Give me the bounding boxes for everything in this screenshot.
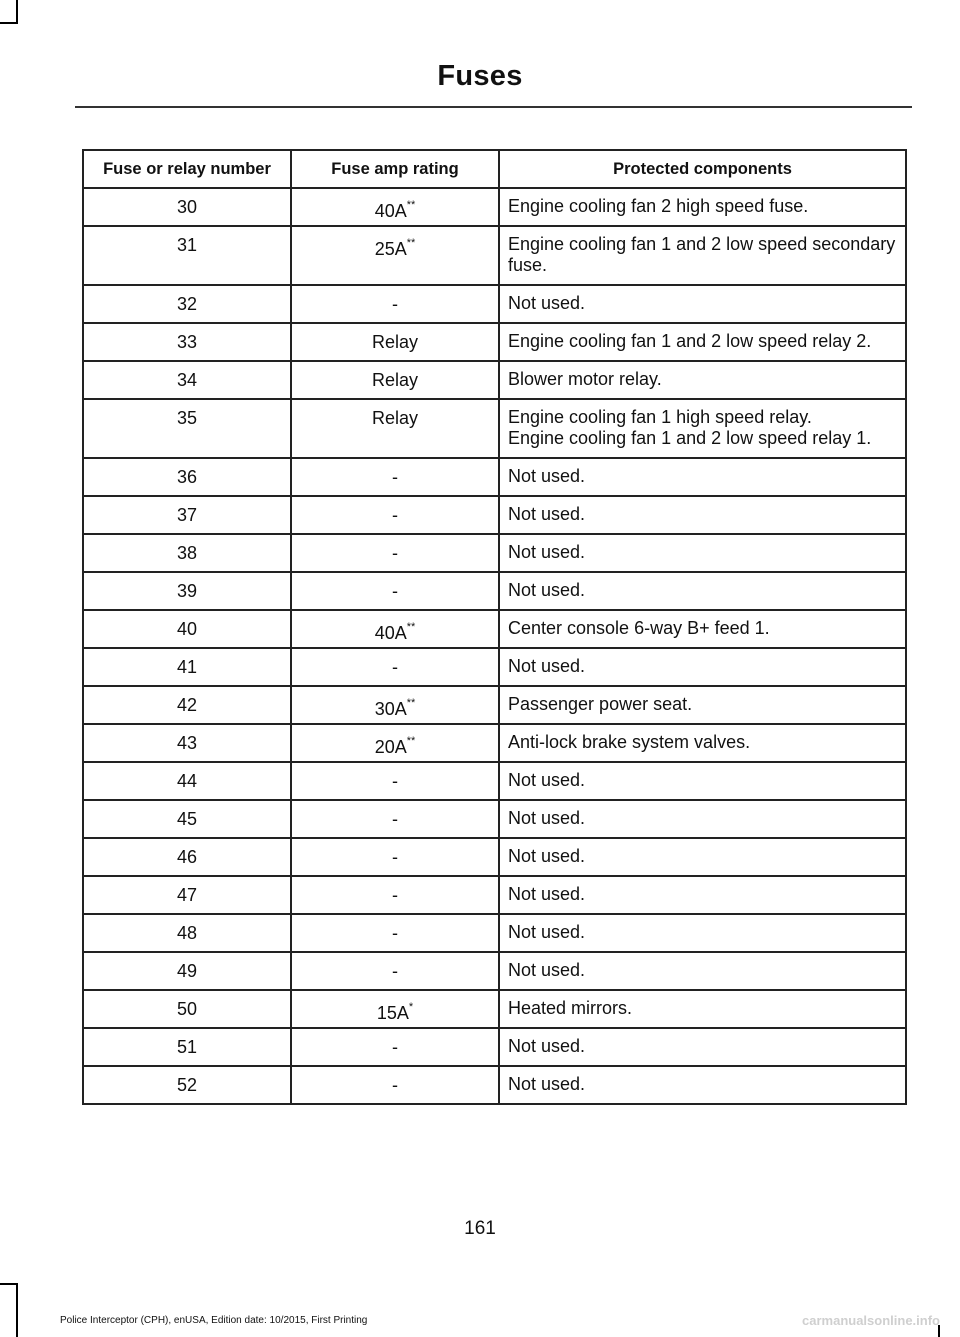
amp-rating-cell xyxy=(291,724,499,762)
fuse-number-cell: 37 xyxy=(83,496,291,534)
table-row xyxy=(83,1028,906,1066)
amp-rating-cell xyxy=(291,1066,499,1104)
component-line: Not used. xyxy=(508,960,586,980)
amp-rating-cell xyxy=(291,188,499,226)
table-row xyxy=(83,686,906,724)
component-line: Not used. xyxy=(508,466,586,486)
header-protected-components: Protected components xyxy=(499,150,906,188)
protected-components-cell xyxy=(499,323,906,361)
amp-rating-cell xyxy=(291,876,499,914)
amp-rating-value: 20A xyxy=(374,737,407,757)
amp-footnote-marker: ** xyxy=(406,735,416,747)
fuse-table xyxy=(82,149,907,1105)
component-line: Not used. xyxy=(508,808,586,828)
component-line: Not used. xyxy=(508,1074,586,1094)
table-row xyxy=(83,610,906,648)
fuse-number-cell: 51 xyxy=(83,1028,291,1066)
fuse-number-cell: 52 xyxy=(83,1066,291,1104)
fuse-number-cell: 40 xyxy=(83,610,291,648)
component-line: Engine cooling fan 1 and 2 low speed secondary fuse. xyxy=(508,234,896,275)
component-line: Center console 6-way B+ feed 1. xyxy=(508,618,770,638)
table-row xyxy=(83,361,906,399)
protected-components-cell xyxy=(499,838,906,876)
amp-rating-value: - xyxy=(392,543,398,563)
fuse-number-cell: 34 xyxy=(83,361,291,399)
fuse-number-cell: 30 xyxy=(83,188,291,226)
footer-edition-text: Police Interceptor (CPH), enUSA, Edition date: 10/2015, First Printing xyxy=(60,1315,368,1326)
table-row xyxy=(83,838,906,876)
amp-rating-cell xyxy=(291,838,499,876)
amp-rating-cell xyxy=(291,610,499,648)
table-row xyxy=(83,572,906,610)
amp-rating-cell xyxy=(291,361,499,399)
fuse-number-cell: 43 xyxy=(83,724,291,762)
header-fuse-number: Fuse or relay number xyxy=(83,150,291,188)
fuse-number-cell: 44 xyxy=(83,762,291,800)
amp-rating-value: 40A xyxy=(374,201,407,221)
protected-components-cell xyxy=(499,496,906,534)
fuse-number-cell: 47 xyxy=(83,876,291,914)
amp-rating-cell xyxy=(291,534,499,572)
table-row xyxy=(83,534,906,572)
table-row xyxy=(83,399,906,458)
amp-rating-cell xyxy=(291,458,499,496)
table-row xyxy=(83,458,906,496)
amp-rating-value: - xyxy=(392,923,398,943)
amp-rating-cell xyxy=(291,399,499,458)
table-row xyxy=(83,226,906,285)
table-row xyxy=(83,648,906,686)
component-line: Not used. xyxy=(508,884,586,904)
amp-rating-cell xyxy=(291,285,499,323)
table-row xyxy=(83,990,906,1028)
fuse-table-body xyxy=(83,188,906,1104)
protected-components-cell xyxy=(499,188,906,226)
amp-rating-value: - xyxy=(392,505,398,525)
table-row xyxy=(83,914,906,952)
title-divider xyxy=(75,106,912,108)
component-line: Not used. xyxy=(508,542,586,562)
component-line: Not used. xyxy=(508,504,586,524)
protected-components-cell xyxy=(499,800,906,838)
table-header-row xyxy=(83,150,906,188)
amp-rating-value: 25A xyxy=(374,239,407,259)
amp-rating-value: - xyxy=(392,657,398,677)
fuse-number-cell: 31 xyxy=(83,226,291,285)
amp-rating-cell xyxy=(291,648,499,686)
amp-rating-value: 40A xyxy=(374,623,407,643)
amp-rating-cell xyxy=(291,800,499,838)
protected-components-cell xyxy=(499,361,906,399)
amp-rating-cell xyxy=(291,686,499,724)
protected-components-cell xyxy=(499,1028,906,1066)
protected-components-cell xyxy=(499,534,906,572)
component-line: Engine cooling fan 1 high speed relay. xyxy=(508,407,812,427)
fuse-number-cell: 39 xyxy=(83,572,291,610)
table-row xyxy=(83,800,906,838)
protected-components-cell xyxy=(499,762,906,800)
fuse-number-cell: 50 xyxy=(83,990,291,1028)
fuse-number-cell: 42 xyxy=(83,686,291,724)
amp-rating-cell xyxy=(291,952,499,990)
amp-rating-value: - xyxy=(392,885,398,905)
fuse-number-cell: 35 xyxy=(83,399,291,458)
protected-components-cell xyxy=(499,686,906,724)
amp-rating-cell xyxy=(291,914,499,952)
component-line: Blower motor relay. xyxy=(508,369,662,389)
fuse-number-cell: 46 xyxy=(83,838,291,876)
protected-components-cell xyxy=(499,226,906,285)
component-line: Not used. xyxy=(508,846,586,866)
amp-rating-value: - xyxy=(392,294,398,314)
page-number: 161 xyxy=(464,1218,496,1239)
table-row xyxy=(83,188,906,226)
amp-footnote-marker: ** xyxy=(406,621,416,633)
watermark: carmanualsonline.info xyxy=(802,1313,940,1328)
protected-components-cell xyxy=(499,458,906,496)
table-row xyxy=(83,496,906,534)
protected-components-cell xyxy=(499,724,906,762)
amp-rating-cell xyxy=(291,990,499,1028)
fuse-number-cell: 49 xyxy=(83,952,291,990)
fuse-number-cell: 33 xyxy=(83,323,291,361)
component-line: Engine cooling fan 2 high speed fuse. xyxy=(508,196,809,216)
amp-rating-cell xyxy=(291,762,499,800)
component-line: Anti-lock brake system valves. xyxy=(508,732,751,752)
amp-footnote-marker: ** xyxy=(406,697,416,709)
page-title: Fuses xyxy=(437,60,523,92)
amp-rating-value: - xyxy=(392,467,398,487)
protected-components-cell xyxy=(499,610,906,648)
table-row xyxy=(83,952,906,990)
protected-components-cell xyxy=(499,1066,906,1104)
amp-rating-value: - xyxy=(392,1037,398,1057)
fuse-number-cell: 45 xyxy=(83,800,291,838)
amp-footnote-marker: * xyxy=(408,1001,414,1013)
crop-mark-bottom-left-h xyxy=(0,1283,18,1285)
amp-rating-value: 15A xyxy=(376,1003,409,1023)
table-row xyxy=(83,323,906,361)
protected-components-cell xyxy=(499,914,906,952)
fuse-number-cell: 32 xyxy=(83,285,291,323)
table-row xyxy=(83,876,906,914)
component-line: Engine cooling fan 1 and 2 low speed relay 2. xyxy=(508,331,872,351)
amp-rating-cell xyxy=(291,496,499,534)
component-line: Heated mirrors. xyxy=(508,998,633,1018)
protected-components-cell xyxy=(499,952,906,990)
protected-components-cell xyxy=(499,399,906,458)
amp-rating-value: Relay xyxy=(371,332,419,352)
fuse-number-cell: 41 xyxy=(83,648,291,686)
crop-mark-top-left-v xyxy=(16,0,18,24)
amp-rating-value: - xyxy=(392,847,398,867)
header-amp-rating: Fuse amp rating xyxy=(291,150,499,188)
amp-footnote-marker: ** xyxy=(406,199,416,211)
component-line: Not used. xyxy=(508,922,586,942)
amp-rating-value: - xyxy=(392,961,398,981)
table-row xyxy=(83,762,906,800)
component-line: Not used. xyxy=(508,580,586,600)
crop-mark-bottom-left-v xyxy=(16,1283,18,1337)
amp-rating-value: 30A xyxy=(374,699,407,719)
fuse-number-cell: 48 xyxy=(83,914,291,952)
amp-rating-value: - xyxy=(392,809,398,829)
amp-rating-cell xyxy=(291,323,499,361)
amp-rating-cell xyxy=(291,1028,499,1066)
component-line: Not used. xyxy=(508,656,586,676)
amp-rating-value: Relay xyxy=(371,408,419,428)
protected-components-cell xyxy=(499,876,906,914)
component-line: Not used. xyxy=(508,770,586,790)
amp-rating-cell xyxy=(291,572,499,610)
table-row xyxy=(83,1066,906,1104)
amp-rating-value: - xyxy=(392,1075,398,1095)
component-line: Engine cooling fan 1 and 2 low speed relay 1. xyxy=(508,428,872,448)
amp-rating-value: Relay xyxy=(371,370,419,390)
protected-components-cell xyxy=(499,572,906,610)
amp-footnote-marker: ** xyxy=(406,237,416,249)
amp-rating-value: - xyxy=(392,771,398,791)
component-line: Passenger power seat. xyxy=(508,694,693,714)
component-line: Not used. xyxy=(508,1036,586,1056)
amp-rating-cell xyxy=(291,226,499,285)
fuse-number-cell: 36 xyxy=(83,458,291,496)
protected-components-cell xyxy=(499,285,906,323)
component-line: Not used. xyxy=(508,293,586,313)
amp-rating-value: - xyxy=(392,581,398,601)
table-row xyxy=(83,285,906,323)
crop-mark-top-left-h xyxy=(0,22,18,24)
table-row xyxy=(83,724,906,762)
protected-components-cell xyxy=(499,990,906,1028)
fuse-number-cell: 38 xyxy=(83,534,291,572)
protected-components-cell xyxy=(499,648,906,686)
